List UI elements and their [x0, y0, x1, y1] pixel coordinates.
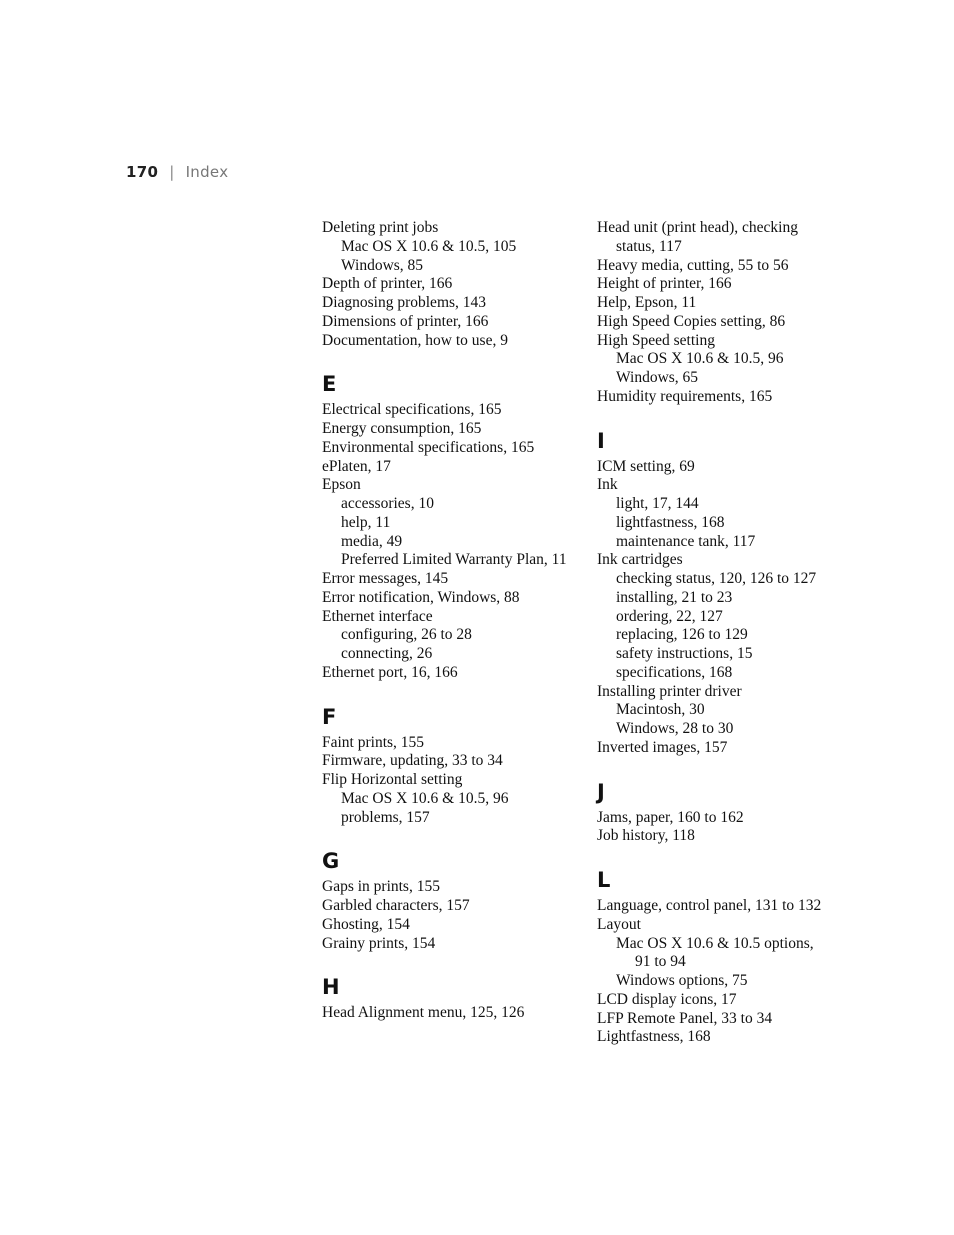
- index-subentry: ordering, 22, 127: [616, 607, 723, 625]
- index-entry: LCD display icons, 17: [597, 990, 737, 1008]
- index-entry: Humidity requirements, 165: [597, 387, 773, 405]
- index-subentry: Mac OS X 10.6 & 10.5 options, 91 to 94: [616, 934, 814, 971]
- index-subentry: Macintosh, 30: [616, 701, 705, 719]
- index-letter-heading: H: [322, 975, 340, 1000]
- index-entry: Deleting print jobs: [322, 219, 439, 236]
- index-entry: Lightfastness, 168: [597, 1028, 711, 1046]
- index-entry: Layout: [597, 915, 641, 933]
- index-subentry: checking status, 120, 126 to 127: [616, 570, 817, 587]
- index-subentry: Preferred Limited Warranty Plan, 11: [341, 551, 567, 569]
- index-entry: Faint prints, 155: [322, 733, 425, 751]
- index-entry: ICM setting, 69: [597, 457, 695, 475]
- index-entry: Flip Horizontal setting: [322, 771, 463, 788]
- index-entry: Energy consumption, 165: [322, 420, 482, 437]
- index-letter-heading: G: [322, 849, 340, 874]
- running-header: [126, 163, 228, 181]
- index-entry: Firmware, updating, 33 to 34: [322, 752, 503, 770]
- index-subentry: light, 17, 144: [616, 495, 699, 512]
- page-number: 170: [126, 163, 159, 181]
- index-subentry: Windows, 28 to 30: [616, 720, 734, 737]
- index-entry: Ink: [597, 476, 618, 494]
- index-entry: Depth of printer, 166: [322, 275, 453, 293]
- index-entry: Epson: [322, 476, 361, 494]
- index-entry: ePlaten, 17: [322, 457, 391, 475]
- index-entry: Height of printer, 166: [597, 275, 732, 293]
- index-subentry: specifications, 168: [616, 663, 733, 681]
- index-entry: Ghosting, 154: [322, 915, 410, 933]
- index-entry: Documentation, how to use, 9: [322, 331, 508, 349]
- index-subentry: installing, 21 to 23: [616, 588, 733, 606]
- index-entry: Language, control panel, 131 to 132: [597, 897, 822, 914]
- index-subentry: Windows, 85: [341, 256, 424, 274]
- index-subentry: replacing, 126 to 129: [616, 626, 748, 644]
- index-subentry: accessories, 10: [341, 495, 434, 512]
- index-subentry: Mac OS X 10.6 & 10.5, 105: [341, 237, 517, 255]
- index-entry: Ink cartridges: [597, 551, 683, 569]
- index-entry: Head unit (print head), checking status, 117: [597, 219, 798, 255]
- index-entry: Heavy media, cutting, 55 to 56: [597, 256, 789, 274]
- index-entry: Job history, 118: [597, 827, 695, 845]
- index-entry: Grainy prints, 154: [322, 934, 436, 952]
- header-separator: |: [169, 163, 175, 181]
- index-entry: Dimensions of printer, 166: [322, 312, 489, 330]
- index-entry: Diagnosing problems, 143: [322, 294, 487, 311]
- section-title: Index: [185, 163, 229, 181]
- index-entry: LFP Remote Panel, 33 to 34: [597, 1009, 773, 1027]
- index-entry: Error notification, Windows, 88: [322, 588, 520, 606]
- index-entry: Electrical specifications, 165: [322, 401, 502, 419]
- index-column-left: [322, 219, 572, 1023]
- index-entry: Help, Epson, 11: [597, 294, 697, 311]
- index-entry: Garbled characters, 157: [322, 897, 470, 914]
- index-entry: Installing printer driver: [597, 682, 742, 700]
- index-letter-heading: J: [597, 779, 605, 804]
- index-subentry: problems, 157: [341, 808, 430, 826]
- index-subentry: Windows, 65: [616, 369, 699, 386]
- index-letter-heading: I: [597, 428, 605, 453]
- index-subentry: configuring, 26 to 28: [341, 626, 472, 644]
- index-entry: Jams, paper, 160 to 162: [597, 808, 744, 826]
- index-letter-heading: L: [597, 868, 611, 892]
- index-subentry: Mac OS X 10.6 & 10.5, 96: [341, 789, 509, 807]
- index-entry: Head Alignment menu, 125, 126: [322, 1004, 525, 1022]
- index-subentry: media, 49: [341, 532, 403, 550]
- index-subentry: safety instructions, 15: [616, 645, 753, 662]
- index-entry: Environmental specifications, 165: [322, 438, 535, 456]
- index-entry: Inverted images, 157: [597, 738, 728, 756]
- index-column-right: [597, 219, 832, 1047]
- index-entry: High Speed Copies setting, 86: [597, 312, 786, 330]
- index-entry: Error messages, 145: [322, 570, 449, 587]
- index-letter-heading: F: [322, 704, 337, 729]
- index-subentry: connecting, 26: [341, 645, 433, 662]
- index-subentry: maintenance tank, 117: [616, 532, 756, 550]
- index-subentry: lightfastness, 168: [616, 513, 725, 531]
- index-letter-heading: E: [322, 372, 337, 397]
- index-entry: Ethernet interface: [322, 607, 433, 625]
- index-entry: Ethernet port, 16, 166: [322, 663, 458, 681]
- index-entry: Gaps in prints, 155: [322, 878, 440, 896]
- index-subentry: Windows options, 75: [616, 972, 748, 989]
- index-subentry: Mac OS X 10.6 & 10.5, 96: [616, 350, 784, 368]
- index-entry: High Speed setting: [597, 331, 715, 349]
- index-subentry: help, 11: [341, 513, 391, 531]
